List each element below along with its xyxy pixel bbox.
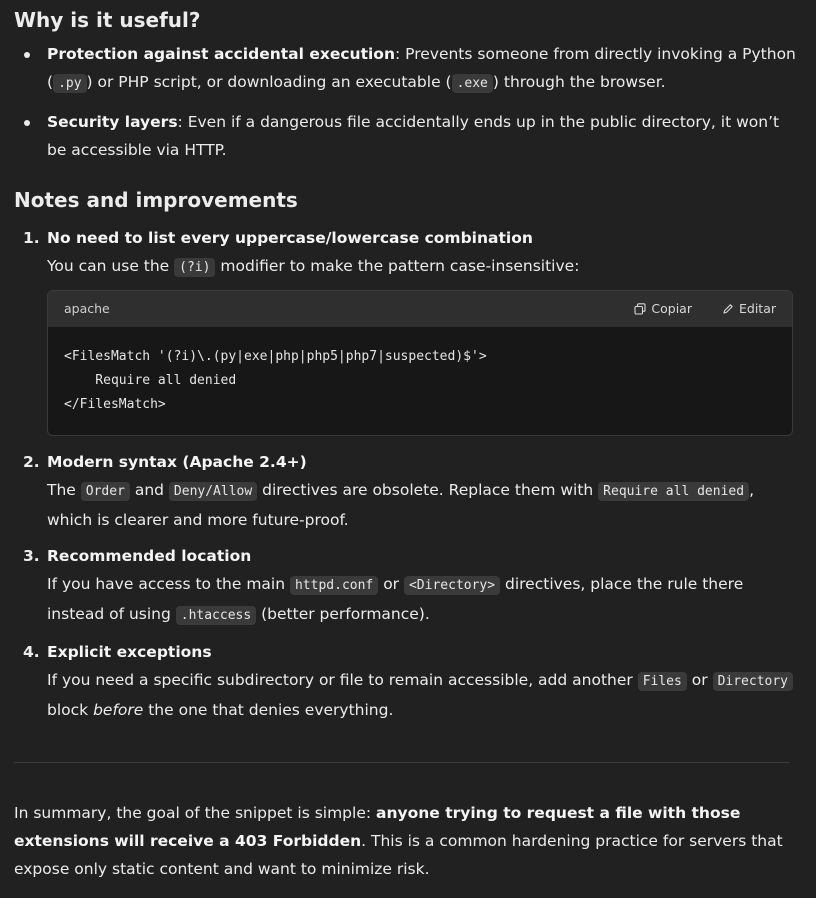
list-item	[14, 638, 802, 724]
text: (better performance).	[256, 605, 430, 623]
code-line: </FilesMatch>	[64, 397, 166, 412]
text: If you need a specific subdirectory or file to remain accessible, add another	[47, 671, 638, 689]
copy-icon	[634, 303, 646, 315]
list-item	[14, 224, 802, 436]
copy-button[interactable]	[634, 291, 692, 327]
text: ) through the browser.	[492, 73, 666, 91]
item-number: 4.	[23, 643, 40, 661]
text: : Prevents someone from directly invoking a Python (	[47, 45, 796, 91]
code-line: Require all denied	[64, 373, 237, 388]
emphasis: before	[93, 701, 144, 719]
text: ) or PHP script, or downloading an executable (	[86, 73, 452, 91]
text: directives, place the rule there instead of using	[47, 575, 744, 623]
item-title: Explicit exceptions	[47, 643, 212, 661]
item-number: 3.	[23, 547, 40, 565]
inline-code: .py	[53, 74, 86, 93]
item-number: 1.	[23, 229, 40, 247]
text: . This is a common hardening practice for servers that expose only static content and want to minimize risk.	[14, 832, 783, 878]
list-item	[14, 542, 802, 630]
code-language-label: apache	[64, 301, 110, 316]
inline-code: <Directory>	[404, 576, 500, 595]
text: You can use the	[47, 257, 175, 275]
code-block-header	[48, 291, 792, 327]
text: the one that denies everything.	[143, 701, 394, 719]
text: or	[686, 671, 713, 689]
inline-code: .htaccess	[176, 606, 256, 625]
inline-code: httpd.conf	[290, 576, 378, 595]
bullet-title: Security layers	[47, 113, 178, 131]
inline-code: (?i)	[174, 258, 215, 277]
text: block	[47, 701, 94, 719]
inline-code: .exe	[452, 74, 493, 93]
item-title: Recommended location	[47, 547, 252, 565]
text: directives are obsolete. Replace them with	[257, 481, 599, 499]
divider	[14, 762, 790, 763]
bullet-icon	[24, 120, 30, 126]
code-actions	[634, 291, 776, 327]
list-item	[14, 40, 802, 98]
bullet-icon	[24, 52, 30, 58]
summary-highlight: anyone trying to request a file with those extensions will receive a 403 Forbidden	[14, 804, 741, 850]
inline-code: Files	[638, 672, 687, 691]
inline-code: Order	[81, 482, 130, 501]
code-content	[48, 327, 792, 435]
edit-button[interactable]	[722, 291, 776, 327]
section-heading-notes: Notes and improvements	[14, 188, 298, 212]
inline-code: Directory	[713, 672, 793, 691]
text: In summary, the goal of the snippet is simple:	[14, 804, 377, 822]
text: and	[129, 481, 169, 499]
text: If you have access to the main	[47, 575, 290, 593]
pencil-icon	[722, 303, 734, 315]
item-title: No need to list every uppercase/lowercase combination	[47, 229, 533, 247]
copy-label: Copiar	[651, 301, 692, 316]
code-line: <FilesMatch '(?i)\.(py|exe|php|php5|php7|suspected)$'>	[64, 349, 487, 364]
text: modifier to make the pattern case-insensitive:	[215, 257, 580, 275]
text: The	[47, 481, 81, 499]
edit-label: Editar	[738, 301, 776, 316]
list-item	[14, 448, 802, 534]
inline-code: Require all denied	[598, 482, 749, 501]
list-item	[14, 108, 802, 164]
summary-paragraph	[14, 799, 802, 883]
section-heading-why: Why is it useful?	[14, 8, 201, 32]
code-block	[47, 290, 793, 436]
text: , which is clearer and more future-proof.	[47, 481, 754, 529]
bullet-title: Protection against accidental execution	[47, 45, 395, 63]
inline-code: Deny/Allow	[169, 482, 257, 501]
item-number: 2.	[23, 453, 40, 471]
benefits-list	[14, 40, 802, 164]
item-title: Modern syntax (Apache 2.4+)	[47, 453, 307, 471]
text: : Even if a dangerous file accidentally ends up in the public directory, it won’t be accessible via HTTP.	[47, 113, 780, 159]
text: or	[378, 575, 404, 593]
notes-list	[14, 224, 802, 724]
